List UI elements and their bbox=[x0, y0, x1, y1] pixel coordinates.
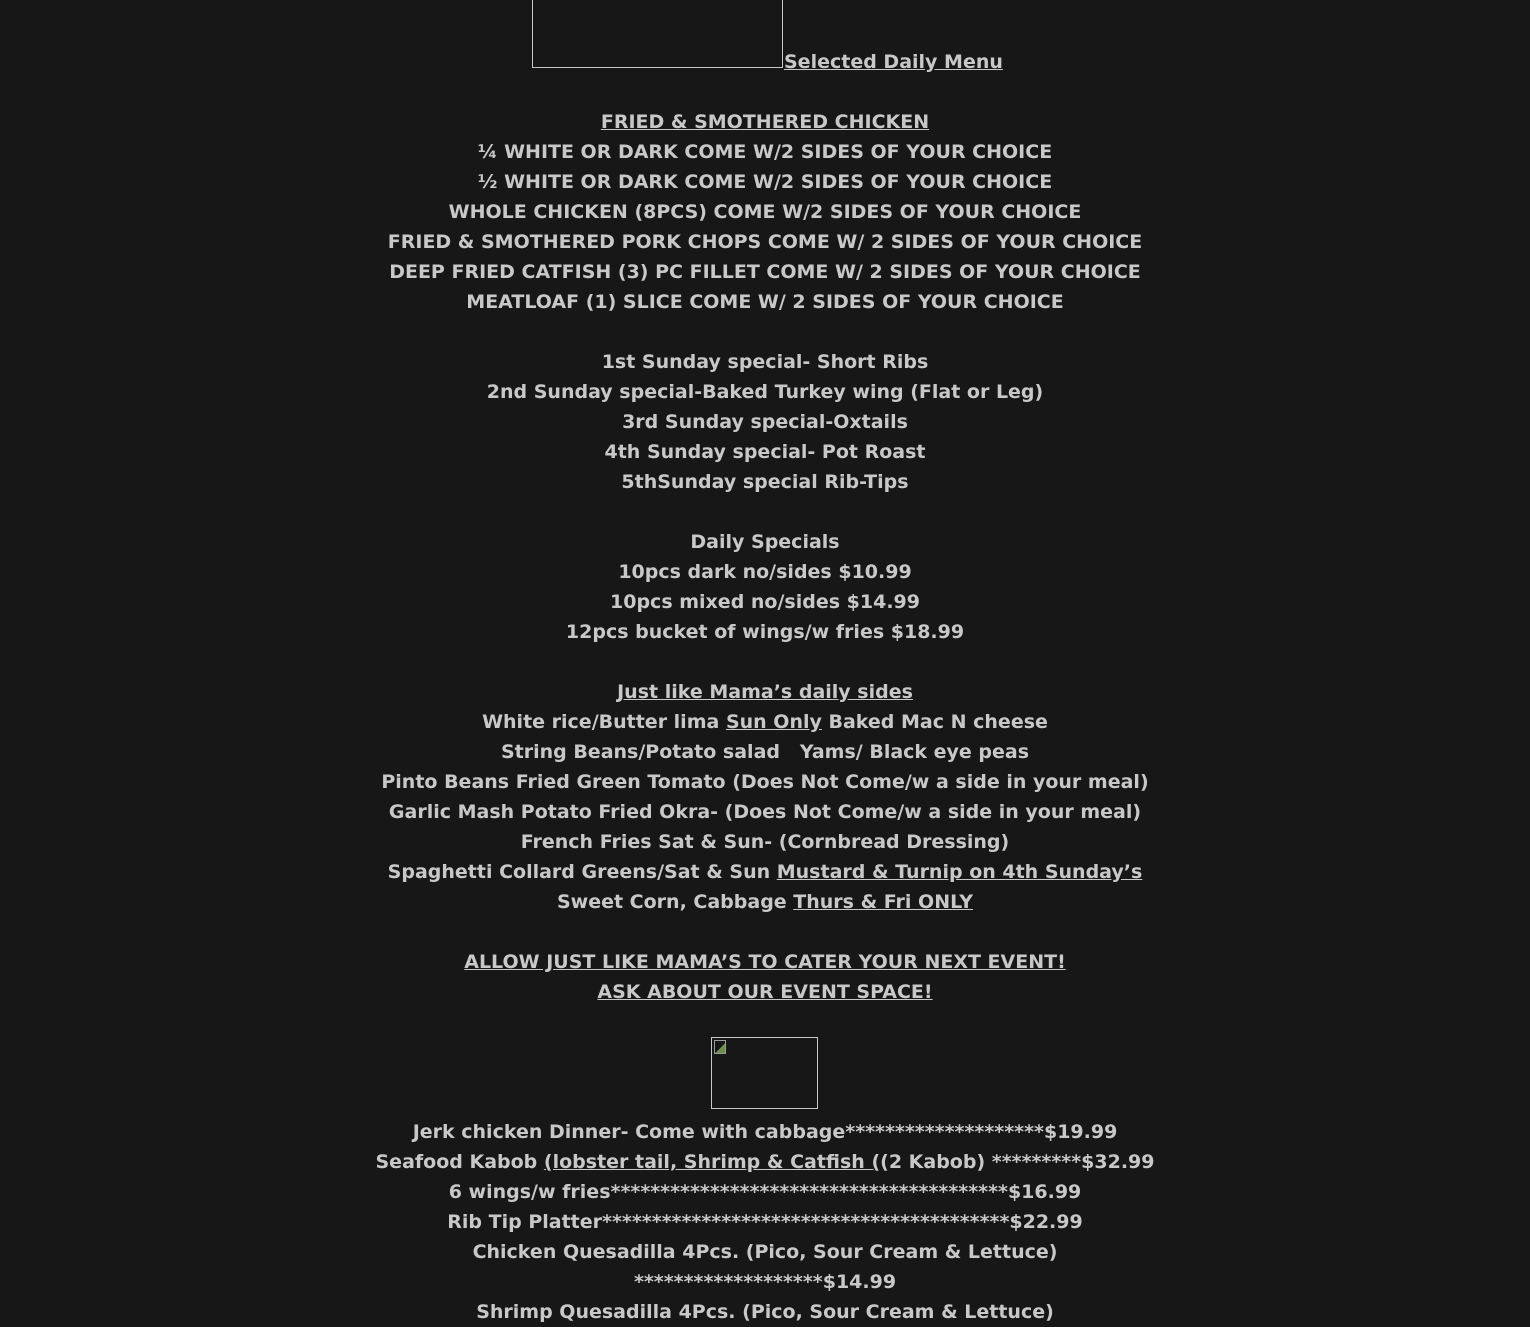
sides-text: Sweet Corn, Cabbage bbox=[556, 891, 794, 913]
daily-special-item: 10pcs mixed no/sides $14.99 bbox=[610, 591, 920, 613]
sides-note: Sun Only bbox=[725, 711, 822, 733]
sunday-special: 2nd Sunday special-Baked Turkey wing (Flat or Leg) bbox=[486, 381, 1044, 403]
sides-line bbox=[0, 887, 1530, 917]
sides-note: Thurs & Fri ONLY bbox=[793, 891, 974, 913]
broken-image-placeholder bbox=[711, 1037, 818, 1109]
sunday-special: 3rd Sunday special-Oxtails bbox=[622, 411, 908, 433]
sides-line bbox=[0, 857, 1530, 887]
sides-line: String Beans/Potato salad Yams/ Black eye peas bbox=[500, 741, 1030, 763]
sides-line: Garlic Mash Potato Fried Okra- (Does Not Come/w a side in your meal) bbox=[388, 801, 1142, 823]
event-space-line: ASK ABOUT OUR EVENT SPACE! bbox=[597, 981, 933, 1003]
sunday-special: 1st Sunday special- Short Ribs bbox=[601, 351, 929, 373]
sides-line: French Fries Sat & Sun- (Cornbread Dressing) bbox=[520, 831, 1010, 853]
dinner-text: Seafood Kabob bbox=[375, 1151, 544, 1173]
dinner-item: Shrimp Quesadilla 4Pcs. (Pico, Sour Cream & Lettuce) bbox=[476, 1301, 1054, 1323]
sides-text: Spaghetti Collard Greens/Sat & Sun bbox=[387, 861, 777, 883]
broken-image-icon bbox=[714, 1040, 726, 1054]
catering-line: ALLOW JUST LIKE MAMA’S TO CATER YOUR NEXT EVENT! bbox=[464, 951, 1066, 973]
sunday-special: 5thSunday special Rib-Tips bbox=[621, 471, 909, 493]
menu-item: WHOLE CHICKEN (8PCS) COME W/2 SIDES OF YOUR CHOICE bbox=[448, 201, 1082, 223]
menu-item: FRIED & SMOTHERED PORK CHOPS COME W/ 2 SIDES OF YOUR CHOICE bbox=[387, 231, 1143, 253]
chicken-heading: FRIED & SMOTHERED CHICKEN bbox=[600, 111, 930, 133]
dinner-item: Rib Tip Platter*****************************************$22.99 bbox=[447, 1211, 1083, 1233]
dinner-item: 6 wings/w fries****************************************$16.99 bbox=[448, 1181, 1082, 1203]
menu-item: ¼ WHITE OR DARK COME W/2 SIDES OF YOUR CHOICE bbox=[477, 141, 1053, 163]
dinner-item: *******************$14.99 bbox=[633, 1271, 897, 1293]
sides-line: Pinto Beans Fried Green Tomato (Does Not Come/w a side in your meal) bbox=[381, 771, 1149, 793]
dinner-item: Chicken Quesadilla 4Pcs. (Pico, Sour Cream & Lettuce) bbox=[472, 1241, 1058, 1263]
menu-item: DEEP FRIED CATFISH (3) PC FILLET COME W/ 2 SIDES OF YOUR CHOICE bbox=[389, 261, 1141, 283]
daily-special-item: 10pcs dark no/sides $10.99 bbox=[618, 561, 912, 583]
daily-special-item: 12pcs bucket of wings/w fries $18.99 bbox=[565, 621, 965, 643]
sides-text: Baked Mac N cheese bbox=[821, 711, 1048, 733]
sides-heading: Just like Mama’s daily sides bbox=[617, 681, 913, 703]
menu-item: MEATLOAF (1) SLICE COME W/ 2 SIDES OF YOUR CHOICE bbox=[466, 291, 1064, 313]
menu-title: Selected Daily Menu bbox=[784, 51, 1003, 73]
sides-text: White rice/Butter lima bbox=[482, 711, 726, 733]
dinner-text: (2 Kabob) *********$32.99 bbox=[880, 1151, 1155, 1173]
sunday-special: 4th Sunday special- Pot Roast bbox=[604, 441, 926, 463]
dinner-item bbox=[0, 1147, 1530, 1177]
daily-specials-heading: Daily Specials bbox=[690, 531, 840, 553]
dinner-item: Jerk chicken Dinner- Come with cabbage********************$19.99 bbox=[412, 1121, 1118, 1143]
dinner-note: (lobster tail, Shrimp & Catfish ( bbox=[543, 1151, 881, 1173]
menu-item: ½ WHITE OR DARK COME W/2 SIDES OF YOUR CHOICE bbox=[477, 171, 1053, 193]
sides-line bbox=[0, 707, 1530, 737]
sides-note: Mustard & Turnip on 4th Sunday’s bbox=[776, 861, 1143, 883]
